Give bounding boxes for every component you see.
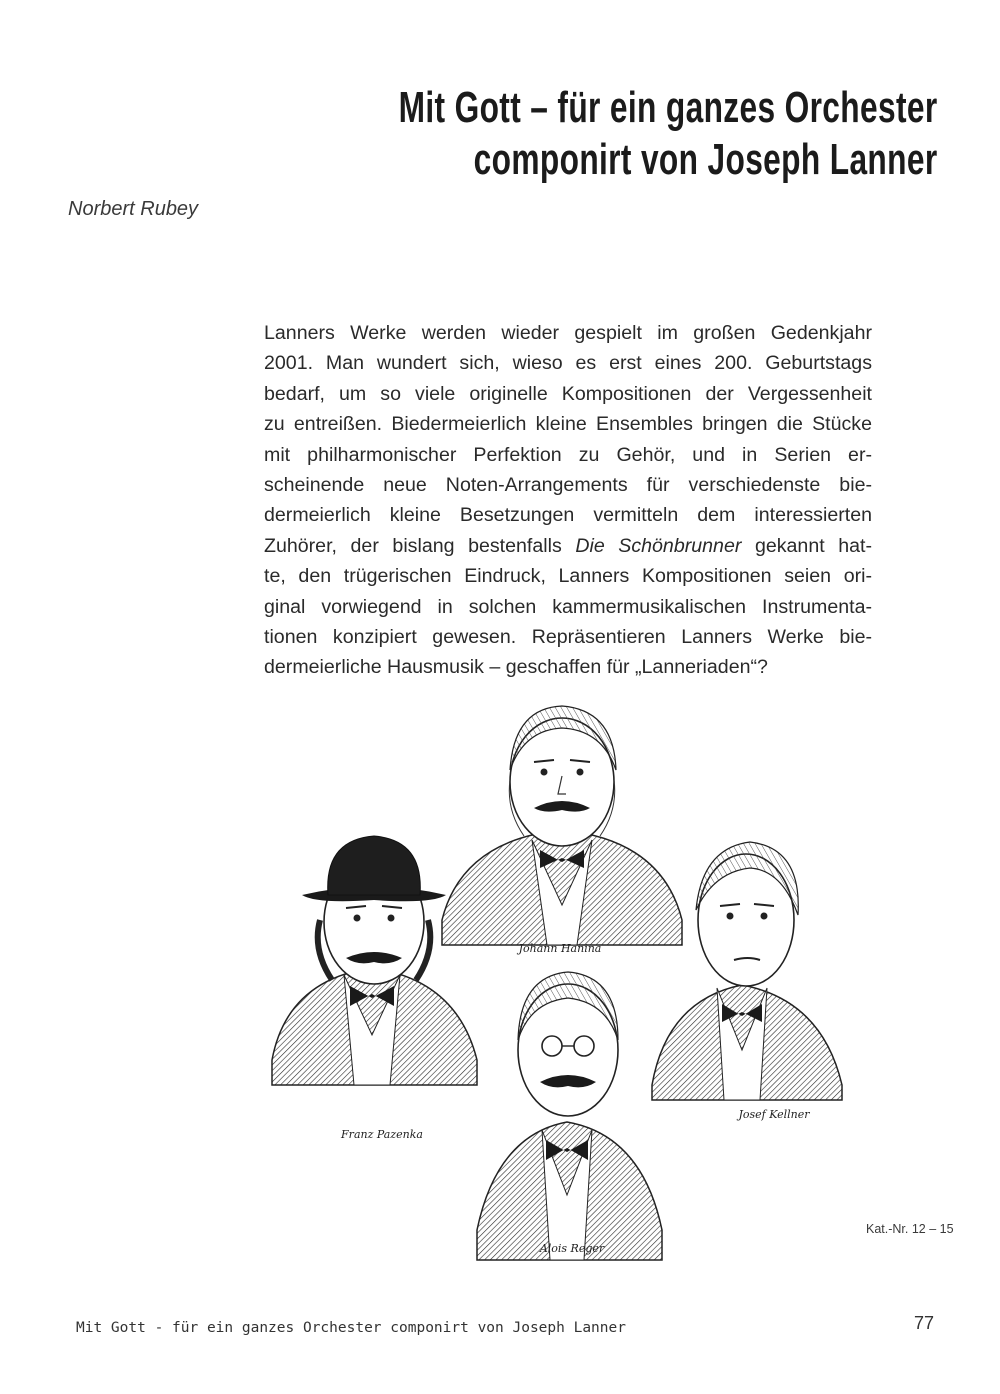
signature-top: Johann Hanina (518, 942, 602, 955)
body-line: te, den trügerischen Eindruck, Lanners Kompositionen seien ori- (264, 565, 872, 588)
body-text-segment: gekannt hat- (741, 534, 872, 557)
page-title (399, 82, 938, 186)
running-footer-title: Mit Gott - für ein ganzes Orchester componirt von Joseph Lanner (76, 1320, 626, 1336)
body-text-segment: Zuhörer, der bislang bestenfalls (264, 534, 576, 557)
body-line: ginal vorwiegend in solchen kammermusikalischen Instrumenta- (264, 595, 872, 618)
body-line: bedarf, um so viele originelle Kompositionen der Vergessenheit (264, 382, 872, 405)
body-line: 2001. Man wundert sich, wieso es erst eines 200. Geburtstags (264, 352, 872, 375)
body-line: zu entreißen. Biedermeierlich kleine Ensembles bringen die Stücke (264, 413, 872, 436)
work-title: Die Schönbrunner (575, 534, 742, 557)
portrait-engraving (262, 690, 882, 1270)
body-line: dermeierlich kleine Besetzungen vermitteln dem interessierten (264, 504, 872, 527)
signature-left: Franz Pazenka (341, 1128, 423, 1141)
catalogue-number: Kat.-Nr. 12 – 15 (866, 1222, 954, 1236)
page-number: 77 (914, 1313, 935, 1333)
body-paragraph (264, 318, 872, 683)
title-line-1: Mit Gott – für ein ganzes Orchester (399, 83, 938, 132)
signature-right: Josef Kellner (738, 1108, 810, 1121)
portrait-right (652, 842, 842, 1100)
body-line: mit philharmonischer Perfektion zu Gehör, und in Serien er- (264, 443, 872, 466)
body-line: dermeierliche Hausmusik – geschaffen für „Lanneriaden“? (264, 656, 768, 679)
author-name: Norbert Rubey (68, 198, 199, 220)
body-line: scheinende neue Noten-Arrangements für verschiedenste bie- (264, 474, 872, 497)
portrait-left (272, 836, 477, 1085)
body-line: Lanners Werke werden wieder gespielt im großen Gedenkjahr (264, 322, 872, 344)
portrait-bottom (477, 972, 662, 1260)
body-line: tionen konzipiert gewesen. Repräsentieren Lanners Werke bie- (264, 626, 872, 649)
body-line (264, 531, 872, 561)
signature-bottom: Alois Reger (539, 1242, 605, 1255)
portrait-top (442, 706, 682, 945)
title-line-2: componirt von Joseph Lanner (474, 135, 938, 184)
